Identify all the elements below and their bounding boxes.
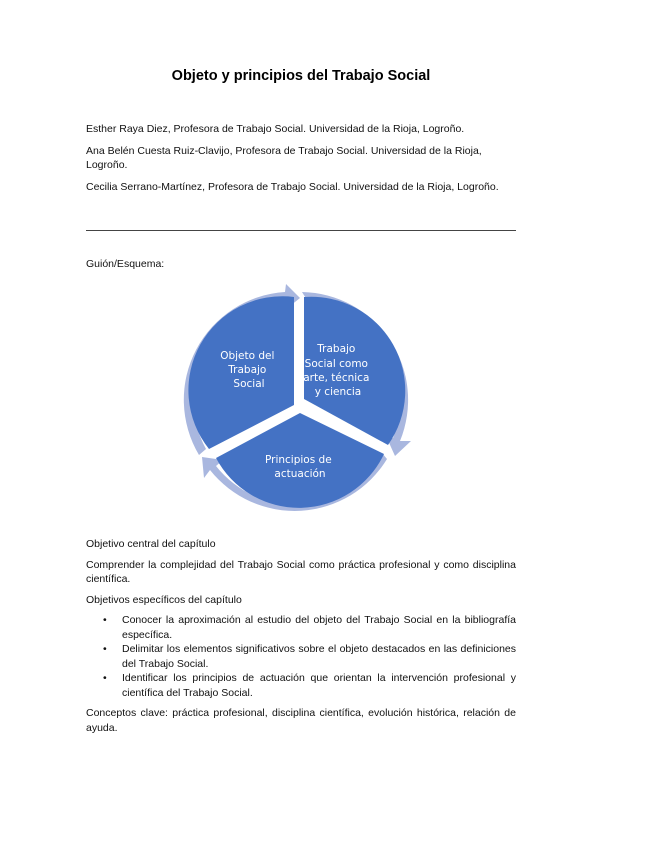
author-line: Cecilia Serrano-Martínez, Profesora de Trabajo Social. Universidad de la Rioja, Logroño. — [86, 181, 499, 193]
authors-list — [86, 122, 516, 202]
objetivos-especificos-heading: Objetivos específicos del capítulo — [86, 593, 242, 606]
cycle-diagram — [182, 283, 422, 519]
bullet-icon: • — [103, 672, 107, 684]
segment-label-principios: Principios de actuación — [264, 454, 332, 480]
list-item — [103, 671, 516, 700]
list-item-text: Identificar los principios de actuación que orientan la intervención profesional y científica del Trabajo Social. — [122, 672, 516, 699]
list-item-text: Delimitar los elementos significativos sobre el objeto destacados en las definiciones del Trabajo Social. — [122, 643, 516, 670]
list-item-text: Conocer la aproximación al estudio del objeto del Trabajo Social en la bibliografía específica. — [122, 614, 516, 641]
document-body — [86, 537, 516, 741]
document-title: Objeto y principios del Trabajo Social — [171, 68, 431, 84]
conceptos-clave: Conceptos clave: práctica profesional, disciplina científica, evolución histórica, relación de ayuda. — [86, 707, 516, 734]
objetivo-central-heading: Objetivo central del capítulo — [86, 538, 216, 550]
objetivo-central-text: Comprender la complejidad del Trabajo Social como práctica profesional y como disciplina científica. — [86, 558, 516, 585]
bullet-icon: • — [103, 614, 107, 626]
list-item — [103, 642, 516, 671]
bullet-icon: • — [103, 643, 107, 655]
guion-label: Guión/Esquema: — [86, 258, 165, 270]
list-item — [103, 613, 516, 642]
objetivos-list — [86, 613, 516, 700]
author-line: Esther Raya Diez, Profesora de Trabajo Social. Universidad de la Rioja, Logroño. — [86, 123, 465, 135]
segment-label-arte: Trabajo Social como arte, técnica y ciencia — [303, 343, 370, 398]
segment-label-objeto: Objeto del Trabajo Social — [220, 350, 275, 390]
author-line: Ana Belén Cuesta Ruiz-Clavijo, Profesora de Trabajo Social. Universidad de la Rioja, Logroño. — [86, 145, 482, 171]
horizontal-divider — [86, 230, 516, 231]
